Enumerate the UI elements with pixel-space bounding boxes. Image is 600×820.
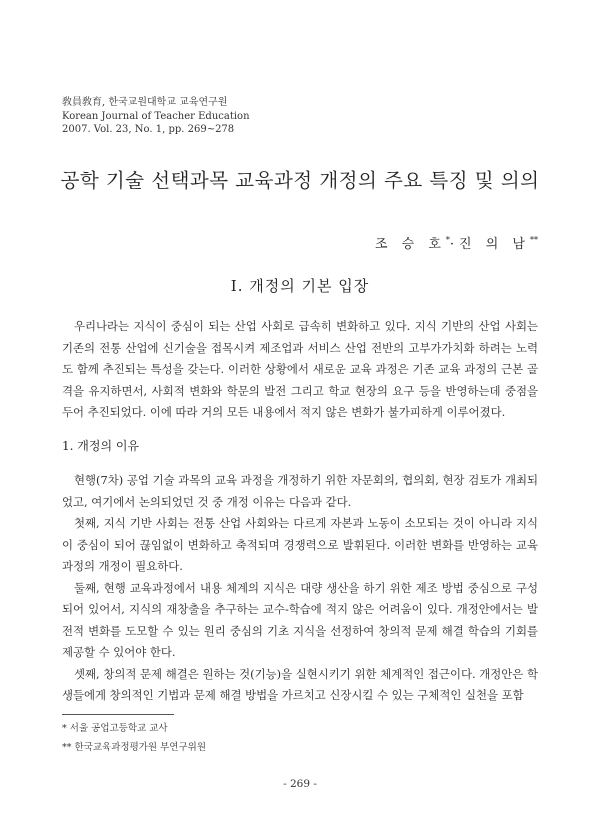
author-1-name: 조 승 호	[374, 237, 446, 252]
body-paragraph: 둘째, 현행 교육과정에서 내용 체계의 지식은 대량 생산을 하기 위한 제조 방법 중심으로 구성되어 있어서, 지식의 재창출을 추구하는 교수-학습에 적지 않은 어려움이 있다. 개정안에서는 발전적 변화를 도모할 수 있는 원리 중심의 기초 지식을 선정하여 창의적 문제 해결 학습의 기회를 제공할 수 있어야 한다.	[62, 580, 538, 659]
author-2-name: 진 의 남	[459, 237, 530, 252]
journal-name-korean: 敎員敎育, 한국교원대학교 교육연구원	[62, 97, 228, 108]
footnotes	[62, 719, 206, 757]
page-number: - 269 -	[283, 778, 317, 790]
subsection-body	[62, 470, 538, 707]
body-paragraph: 현행(7차) 공업 기술 과목의 교육 과정을 개정하기 위한 자문회의, 협의회, 현장 검토가 개최되었고, 여기에서 논의되었던 것 중 개정 이유는 다음과 같다.	[62, 473, 538, 509]
journal-volume-info: 2007. Vol. 23, No. 1, pp. 269~278	[62, 124, 235, 135]
author-line	[375, 233, 538, 252]
paper-title: 공학 기술 선택과목 교육과정 개정의 주요 특징 및 의의	[60, 169, 540, 192]
subsection-heading: 1. 개정의 이유	[62, 439, 140, 453]
section-heading: Ⅰ. 개정의 기본 입장	[230, 277, 370, 295]
body-paragraph: 첫째, 지식 기반 사회는 전통 산업 사회와는 다르게 자본과 노동이 소모되는 것이 아니라 지식이 중심이 되어 끊임없이 변화하고 축적되며 경쟁력으로 발휘된다. 이러한 변화를 반영하는 교육 과정의 개정이 필요하다.	[62, 516, 538, 573]
footnote-divider	[62, 714, 174, 715]
journal-header	[62, 96, 250, 137]
author-1-footnote-mark: *	[445, 235, 450, 245]
intro-paragraph: 우리나라는 지식이 중심이 되는 산업 사회로 급속히 변화하고 있다. 지식 기반의 산업 사회는 기존의 전통 산업에 신기술을 접목시켜 제조업과 서비스 산업 전반의 고부가가치화 하려는 노력도 함께 추진되는 특성을 갖는다. 이러한 상황에서 새로운 교육 과정은 기존 교육 과정의 근본 골격을 유지하면서, 사회적 변화와 학문의 발전 그리고 학교 현장의 요구 등을 반영하는데 중점을 두어 추진되었다. 이에 따라 거의 모든 내용에서 적지 않은 변화가 불가피하게 이루어졌다.	[62, 319, 538, 419]
footnote-1: * 서울 공업고등학교 교사	[62, 723, 168, 734]
footnote-2: ** 한국교육과정평가원 부연구위원	[62, 742, 207, 753]
body-paragraph: 셋째, 창의적 문제 해결은 원하는 것(기능)을 실현시키기 위한 체계적인 접근이다. 개정안은 학생들에게 창의적인 기법과 문제 해결 방법을 가르치고 신장시킬 수 있는 구체적인 실천을 포함	[62, 666, 538, 702]
author-2-footnote-mark: **	[530, 235, 538, 245]
journal-name-english: Korean Journal of Teacher Education	[62, 110, 250, 122]
author-separator: ·	[449, 237, 460, 252]
